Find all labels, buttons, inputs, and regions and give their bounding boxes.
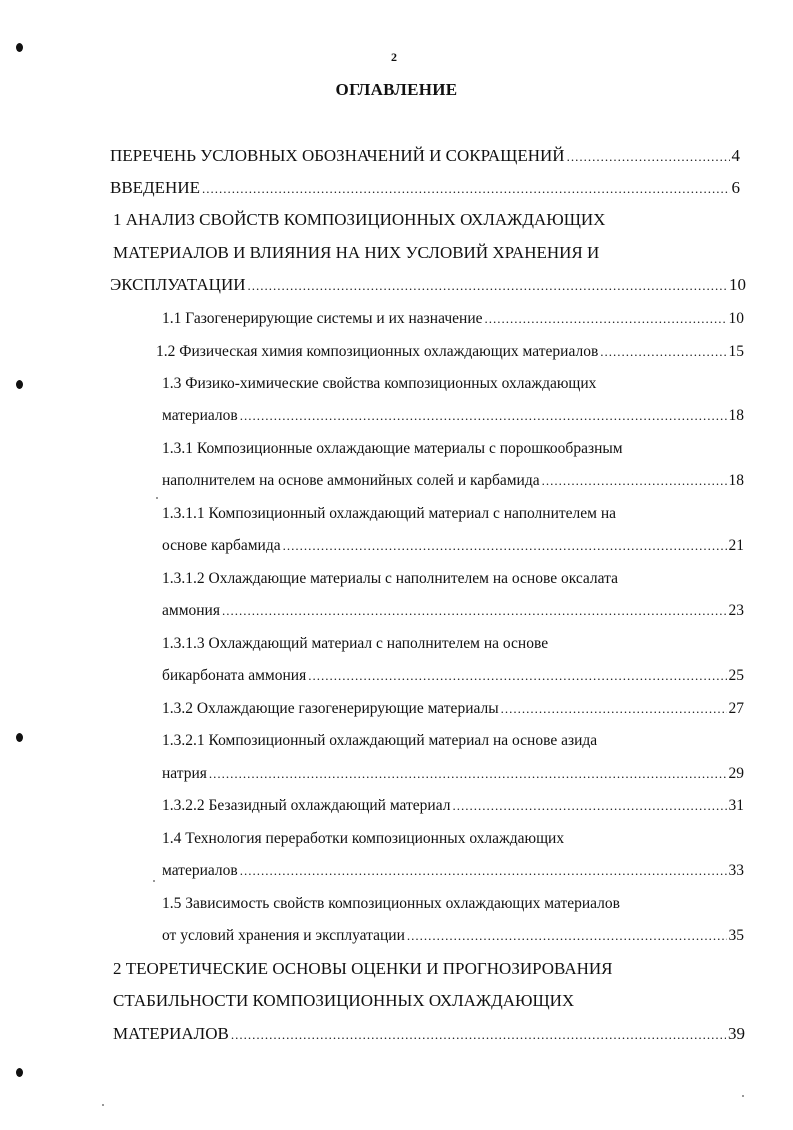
binding-hole-speck (16, 43, 23, 52)
toc-entry-final-line (162, 665, 744, 687)
scan-dust (153, 880, 155, 882)
toc-entry-page: 25 (728, 667, 744, 684)
page-number: 2 (391, 50, 397, 64)
toc-entry-text: материалов (162, 407, 238, 424)
toc-entry-line: 1.3.1.2 Охлаждающие материалы с наполнителем на основе оксалата (162, 570, 618, 587)
toc-entry-line: 1.3.1.1 Композиционный охлаждающий материал с наполнителем на (162, 505, 617, 522)
binding-hole-speck (16, 380, 23, 389)
toc-entry-page: 10 (728, 310, 744, 327)
toc-entry-page: 29 (728, 765, 744, 782)
toc-leader-dots (240, 860, 727, 882)
toc-entry-page: 23 (728, 602, 744, 619)
toc-entry-line: 2 ТЕОРЕТИЧЕСКИЕ ОСНОВЫ ОЦЕНКИ И ПРОГНОЗИРОВАНИЯ (113, 959, 613, 978)
toc-entry-line: 1.3.2.1 Композиционный охлаждающий материал на основе азида (162, 732, 598, 749)
toc-entry-line: 1.3 Физико-химические свойства композиционных охлаждающих (162, 375, 597, 392)
toc-entry-final-line (162, 860, 744, 882)
toc-entry-page: 35 (728, 927, 744, 944)
toc-leader-dots (222, 600, 727, 622)
toc-entry-final-line (162, 925, 744, 947)
toc-entry-final-line (110, 274, 746, 297)
toc-leader-dots (407, 925, 727, 947)
toc-entry-list-of-abbreviations[interactable] (110, 145, 740, 168)
toc-leader-dots (600, 341, 726, 363)
toc-entry-text: ВВЕДЕНИЕ (110, 178, 200, 197)
toc-entry-final-line (162, 763, 744, 785)
toc-entry-text: ЭКСПЛУАТАЦИИ (110, 275, 246, 294)
toc-entry-line: 1.3.1.3 Охлаждающий материал с наполнителем на основе (162, 635, 549, 652)
toc-entry-page: 21 (728, 537, 744, 554)
toc-leader-dots (231, 1024, 726, 1046)
toc-entry-1-3-2-2[interactable] (162, 795, 744, 817)
toc-entry-final-line (162, 470, 744, 492)
toc-entry-line: 1.4 Технология переработки композиционных охлаждающих (162, 830, 565, 847)
toc-leader-dots (248, 275, 727, 297)
toc-leader-dots (501, 698, 727, 720)
page-title: ОГЛАВЛЕНИЕ (335, 80, 458, 99)
toc-entry-text: ПЕРЕЧЕНЬ УСЛОВНЫХ ОБОЗНАЧЕНИЙ И СОКРАЩЕНИЙ (110, 146, 565, 165)
toc-leader-dots (283, 535, 727, 557)
toc-entry-text: МАТЕРИАЛОВ (113, 1024, 229, 1043)
toc-entry-text: аммония (162, 602, 220, 619)
toc-entry-final-line (162, 535, 744, 557)
toc-entry-line: 1.5 Зависимость свойств композиционных охлаждающих материалов (162, 895, 620, 912)
toc-leader-dots (452, 795, 726, 817)
toc-leader-dots (567, 146, 730, 168)
toc-leader-dots (240, 405, 727, 427)
toc-entry-page: 31 (728, 797, 744, 814)
toc-entry-page: 18 (728, 472, 744, 489)
binding-hole-speck (16, 733, 23, 742)
binding-hole-speck (16, 1068, 23, 1077)
toc-entry-introduction[interactable] (110, 177, 740, 200)
toc-entry-1-3-2[interactable] (162, 698, 744, 720)
toc-entry-text: бикарбоната аммония (162, 667, 307, 684)
toc-entry-page: 33 (728, 862, 744, 879)
toc-entry-text: наполнителем на основе аммонийных солей и карбамида (162, 472, 540, 489)
toc-entry-line: 1.3.1 Композиционные охлаждающие материалы с порошкообразным (162, 440, 623, 457)
toc-entry-line: 1 АНАЛИЗ СВОЙСТВ КОМПОЗИЦИОННЫХ ОХЛАЖДАЮЩИХ (113, 210, 606, 229)
toc-entry-text: 1.2 Физическая химия композиционных охлаждающих материалов (156, 343, 599, 360)
toc-entry-page: 27 (728, 700, 744, 717)
toc-entry-page: 4 (731, 146, 740, 165)
scan-dust (102, 1104, 104, 1106)
toc-entry-final-line (162, 405, 744, 427)
toc-entry-text: 1.3.2.2 Безазидный охлаждающий материал (162, 797, 451, 814)
toc-entry-line: СТАБИЛЬНОСТИ КОМПОЗИЦИОННЫХ ОХЛАЖДАЮЩИХ (113, 991, 575, 1010)
toc-entry-page: 18 (728, 407, 744, 424)
scan-dust (742, 1095, 744, 1097)
toc-entry-text: основе карбамида (162, 537, 281, 554)
toc-leader-dots (308, 665, 726, 687)
toc-leader-dots (202, 178, 730, 200)
toc-leader-dots (542, 470, 727, 492)
toc-entry-page: 6 (731, 178, 740, 197)
toc-entry-page: 10 (729, 275, 746, 294)
toc-entry-page: 15 (728, 343, 744, 360)
scan-dust (156, 497, 158, 499)
toc-entry-final-line (113, 1023, 745, 1046)
toc-entry-final-line (162, 600, 744, 622)
toc-entry-text: 1.3.2 Охлаждающие газогенерирующие материалы (162, 700, 499, 717)
toc-entry-text: 1.1 Газогенерирующие системы и их назначение (162, 310, 483, 327)
toc-leader-dots (209, 763, 727, 785)
toc-entry-text: натрия (162, 765, 207, 782)
toc-entry-page: 39 (728, 1024, 745, 1043)
toc-entry-1-2[interactable] (156, 341, 744, 363)
toc-entry-1-1[interactable] (162, 308, 744, 330)
toc-entry-text: материалов (162, 862, 238, 879)
toc-entry-text: от условий хранения и эксплуатации (162, 927, 405, 944)
toc-entry-line: МАТЕРИАЛОВ И ВЛИЯНИЯ НА НИХ УСЛОВИЙ ХРАНЕНИЯ И (113, 243, 600, 262)
toc-leader-dots (485, 308, 727, 330)
